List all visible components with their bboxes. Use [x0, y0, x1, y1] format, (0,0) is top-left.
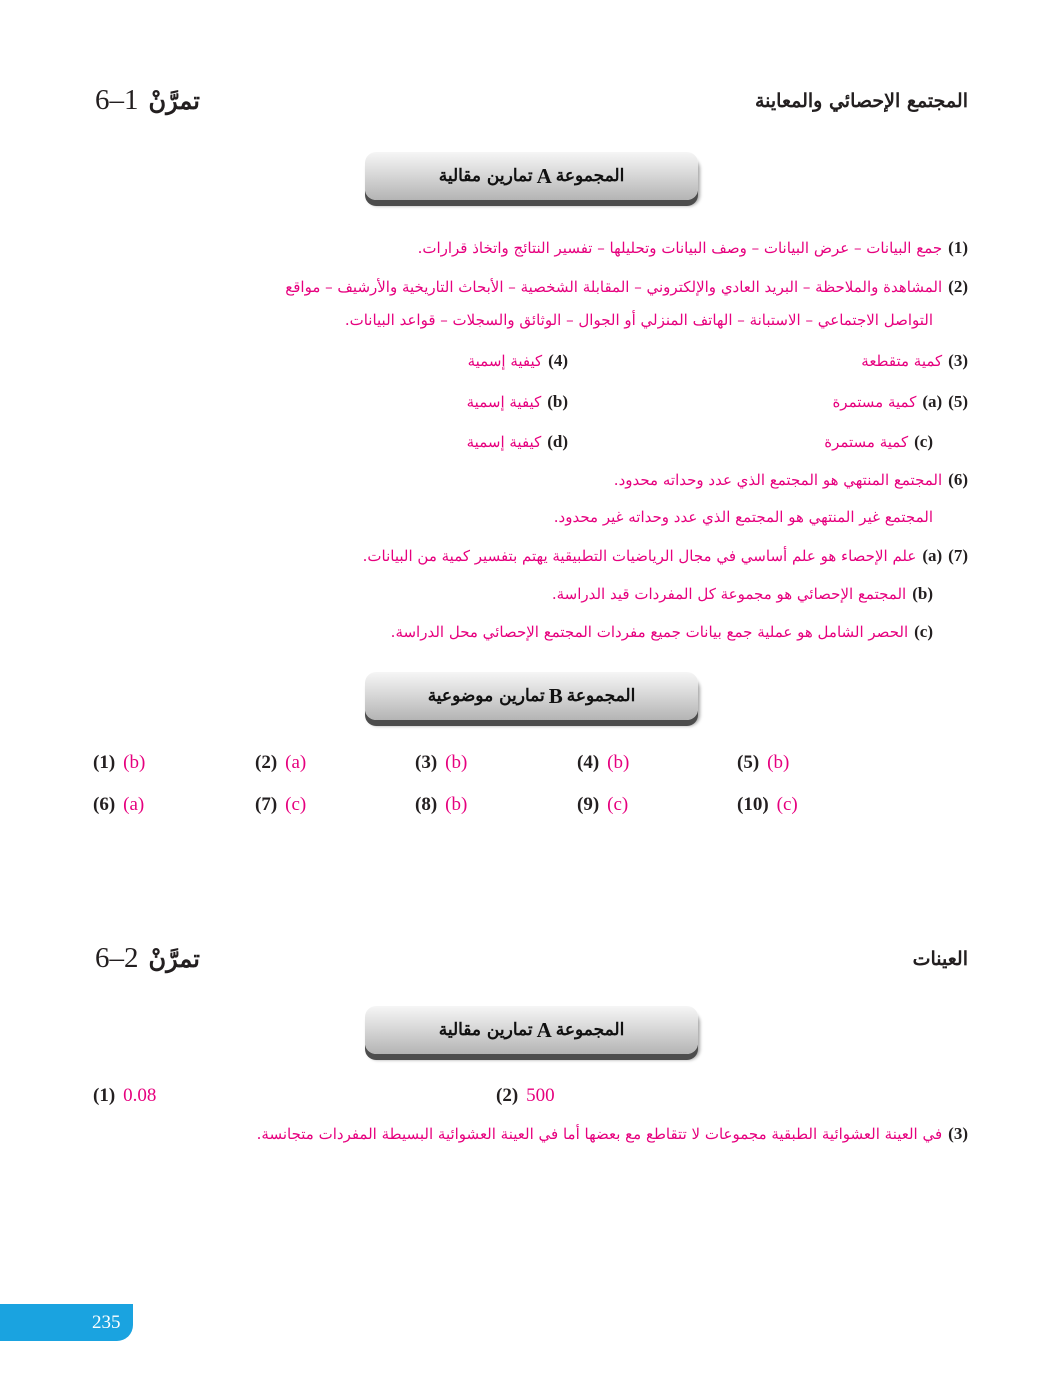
answer-pair-left: [468, 351, 568, 371]
exercise-number: 6–2: [95, 942, 139, 974]
answer-pair-right: [861, 351, 968, 371]
answer-text: كمية متقطعة: [861, 352, 943, 370]
answer-line: [418, 238, 968, 258]
sub-label: (c): [914, 622, 933, 641]
answer-line: [554, 508, 933, 526]
numeric-answer: (1) 0.08: [93, 1085, 157, 1106]
mcq-answer: (2) (a): [255, 752, 307, 773]
question-number: (3): [948, 1124, 968, 1143]
question-number: (4): [548, 351, 568, 370]
group-b-banner: [365, 672, 698, 720]
sub-label: (c): [914, 432, 933, 451]
answer-line: [614, 470, 968, 490]
group-a-banner: [365, 1006, 698, 1054]
question-number: (5): [948, 392, 968, 411]
answer-text: كيفية إسمية: [466, 433, 542, 451]
banner-group-letter: A: [536, 163, 552, 188]
answer-pair-right: [832, 392, 968, 412]
section-title: العينات: [912, 948, 968, 970]
exercise-label: تمرَّنْ: [148, 86, 200, 115]
answer-text: كمية مستمرة: [832, 393, 917, 411]
sub-label: (a): [922, 546, 943, 565]
numeric-answer: (2) 500: [496, 1085, 555, 1106]
answer-line: [552, 584, 933, 604]
question-number: (3): [948, 351, 968, 370]
mcq-answer: (1) (b): [93, 752, 146, 773]
question-number: (1): [948, 238, 968, 257]
answer-text: في العينة العشوائية الطبقية مجموعات لا تتقاطع مع بعضها أما في العينة العشوائية البسيطة المفردات متجانسة.: [256, 1125, 943, 1143]
answer-line: [345, 311, 933, 329]
answer-pair-right: [824, 432, 933, 452]
answer-text: التواصل الاجتماعي – الاستبانة – الهاتف المنزلي أو الجوال – الوثائق والسجلات – قواعد البيانات.: [344, 311, 933, 329]
answer-line: [285, 277, 968, 297]
question-number: (2): [948, 277, 968, 296]
banner-group-word: المجموعة: [555, 1020, 625, 1040]
mcq-answer: (9) (c): [577, 794, 629, 815]
mcq-answer: (6) (a): [93, 794, 145, 815]
answer-text: المجتمع غير المنتهي هو المجتمع الذي عدد وحداته غير محدود.: [553, 508, 933, 526]
question-number: (6): [948, 470, 968, 489]
question-number: (7): [948, 546, 968, 565]
banner-group-type: تمارين موضوعية: [427, 686, 545, 706]
banner-group-type: تمارين مقالية: [438, 1020, 533, 1040]
group-a-banner: [365, 152, 698, 200]
sub-label: (a): [922, 392, 943, 411]
banner-group-word: المجموعة: [566, 686, 636, 706]
banner-group-letter: A: [536, 1017, 552, 1042]
page-number-tab: [0, 1304, 133, 1341]
mcq-answer: (8) (b): [415, 794, 468, 815]
mcq-answer: (3) (b): [415, 752, 468, 773]
answer-text: كيفية إسمية: [466, 393, 542, 411]
sub-label: (d): [547, 432, 568, 451]
sub-label: (b): [547, 392, 568, 411]
page-number: 235: [92, 1311, 121, 1333]
answer-line: [391, 622, 933, 642]
mcq-answer: (10) (c): [737, 794, 798, 815]
banner-group-letter: B: [548, 683, 563, 708]
answer-text: المجتمع الإحصائي هو مجموعة كل المفردات قيد الدراسة.: [551, 585, 907, 603]
answer-text: الحصر الشامل هو عملية جمع بيانات جميع مفردات المجتمع الإحصائي محل الدراسة.: [390, 623, 909, 641]
answer-text: المجتمع المنتهي هو المجتمع الذي عدد وحداته محدود.: [613, 471, 943, 489]
answer-text: علم الإحصاء هو علم أساسي في مجال الرياضيات التطبيقية يهتم بتفسير كمية من البيانات.: [362, 547, 917, 565]
mcq-answer: (5) (b): [737, 752, 790, 773]
exercise-number: 6–1: [95, 84, 139, 116]
answer-text: المشاهدة والملاحظة – البريد العادي والإلكتروني – المقابلة الشخصية – الأبحاث التاريخية والأرشيف – مواقع: [285, 278, 943, 296]
section-title: المجتمع الإحصائي والمعاينة: [754, 90, 968, 112]
answer-pair-left: [467, 432, 568, 452]
exercise-heading: [95, 84, 200, 117]
answer-text: كيفية إسمية: [467, 352, 543, 370]
mcq-answer: (4) (b): [577, 752, 630, 773]
answer-line: [257, 1124, 968, 1144]
sub-label: (b): [912, 584, 933, 603]
mcq-answer: (7) (c): [255, 794, 307, 815]
exercise-heading: [95, 942, 200, 975]
banner-group-word: المجموعة: [555, 166, 625, 186]
exercise-label: تمرَّنْ: [148, 944, 200, 973]
banner-group-type: تمارين مقالية: [438, 166, 533, 186]
answer-text: جمع البيانات – عرض البيانات – وصف البيانات وتحليلها – تفسير النتائج واتخاذ قرارات.: [417, 239, 943, 257]
answer-text: كمية مستمرة: [824, 433, 909, 451]
answer-line: [363, 546, 968, 566]
answer-pair-left: [467, 392, 568, 412]
